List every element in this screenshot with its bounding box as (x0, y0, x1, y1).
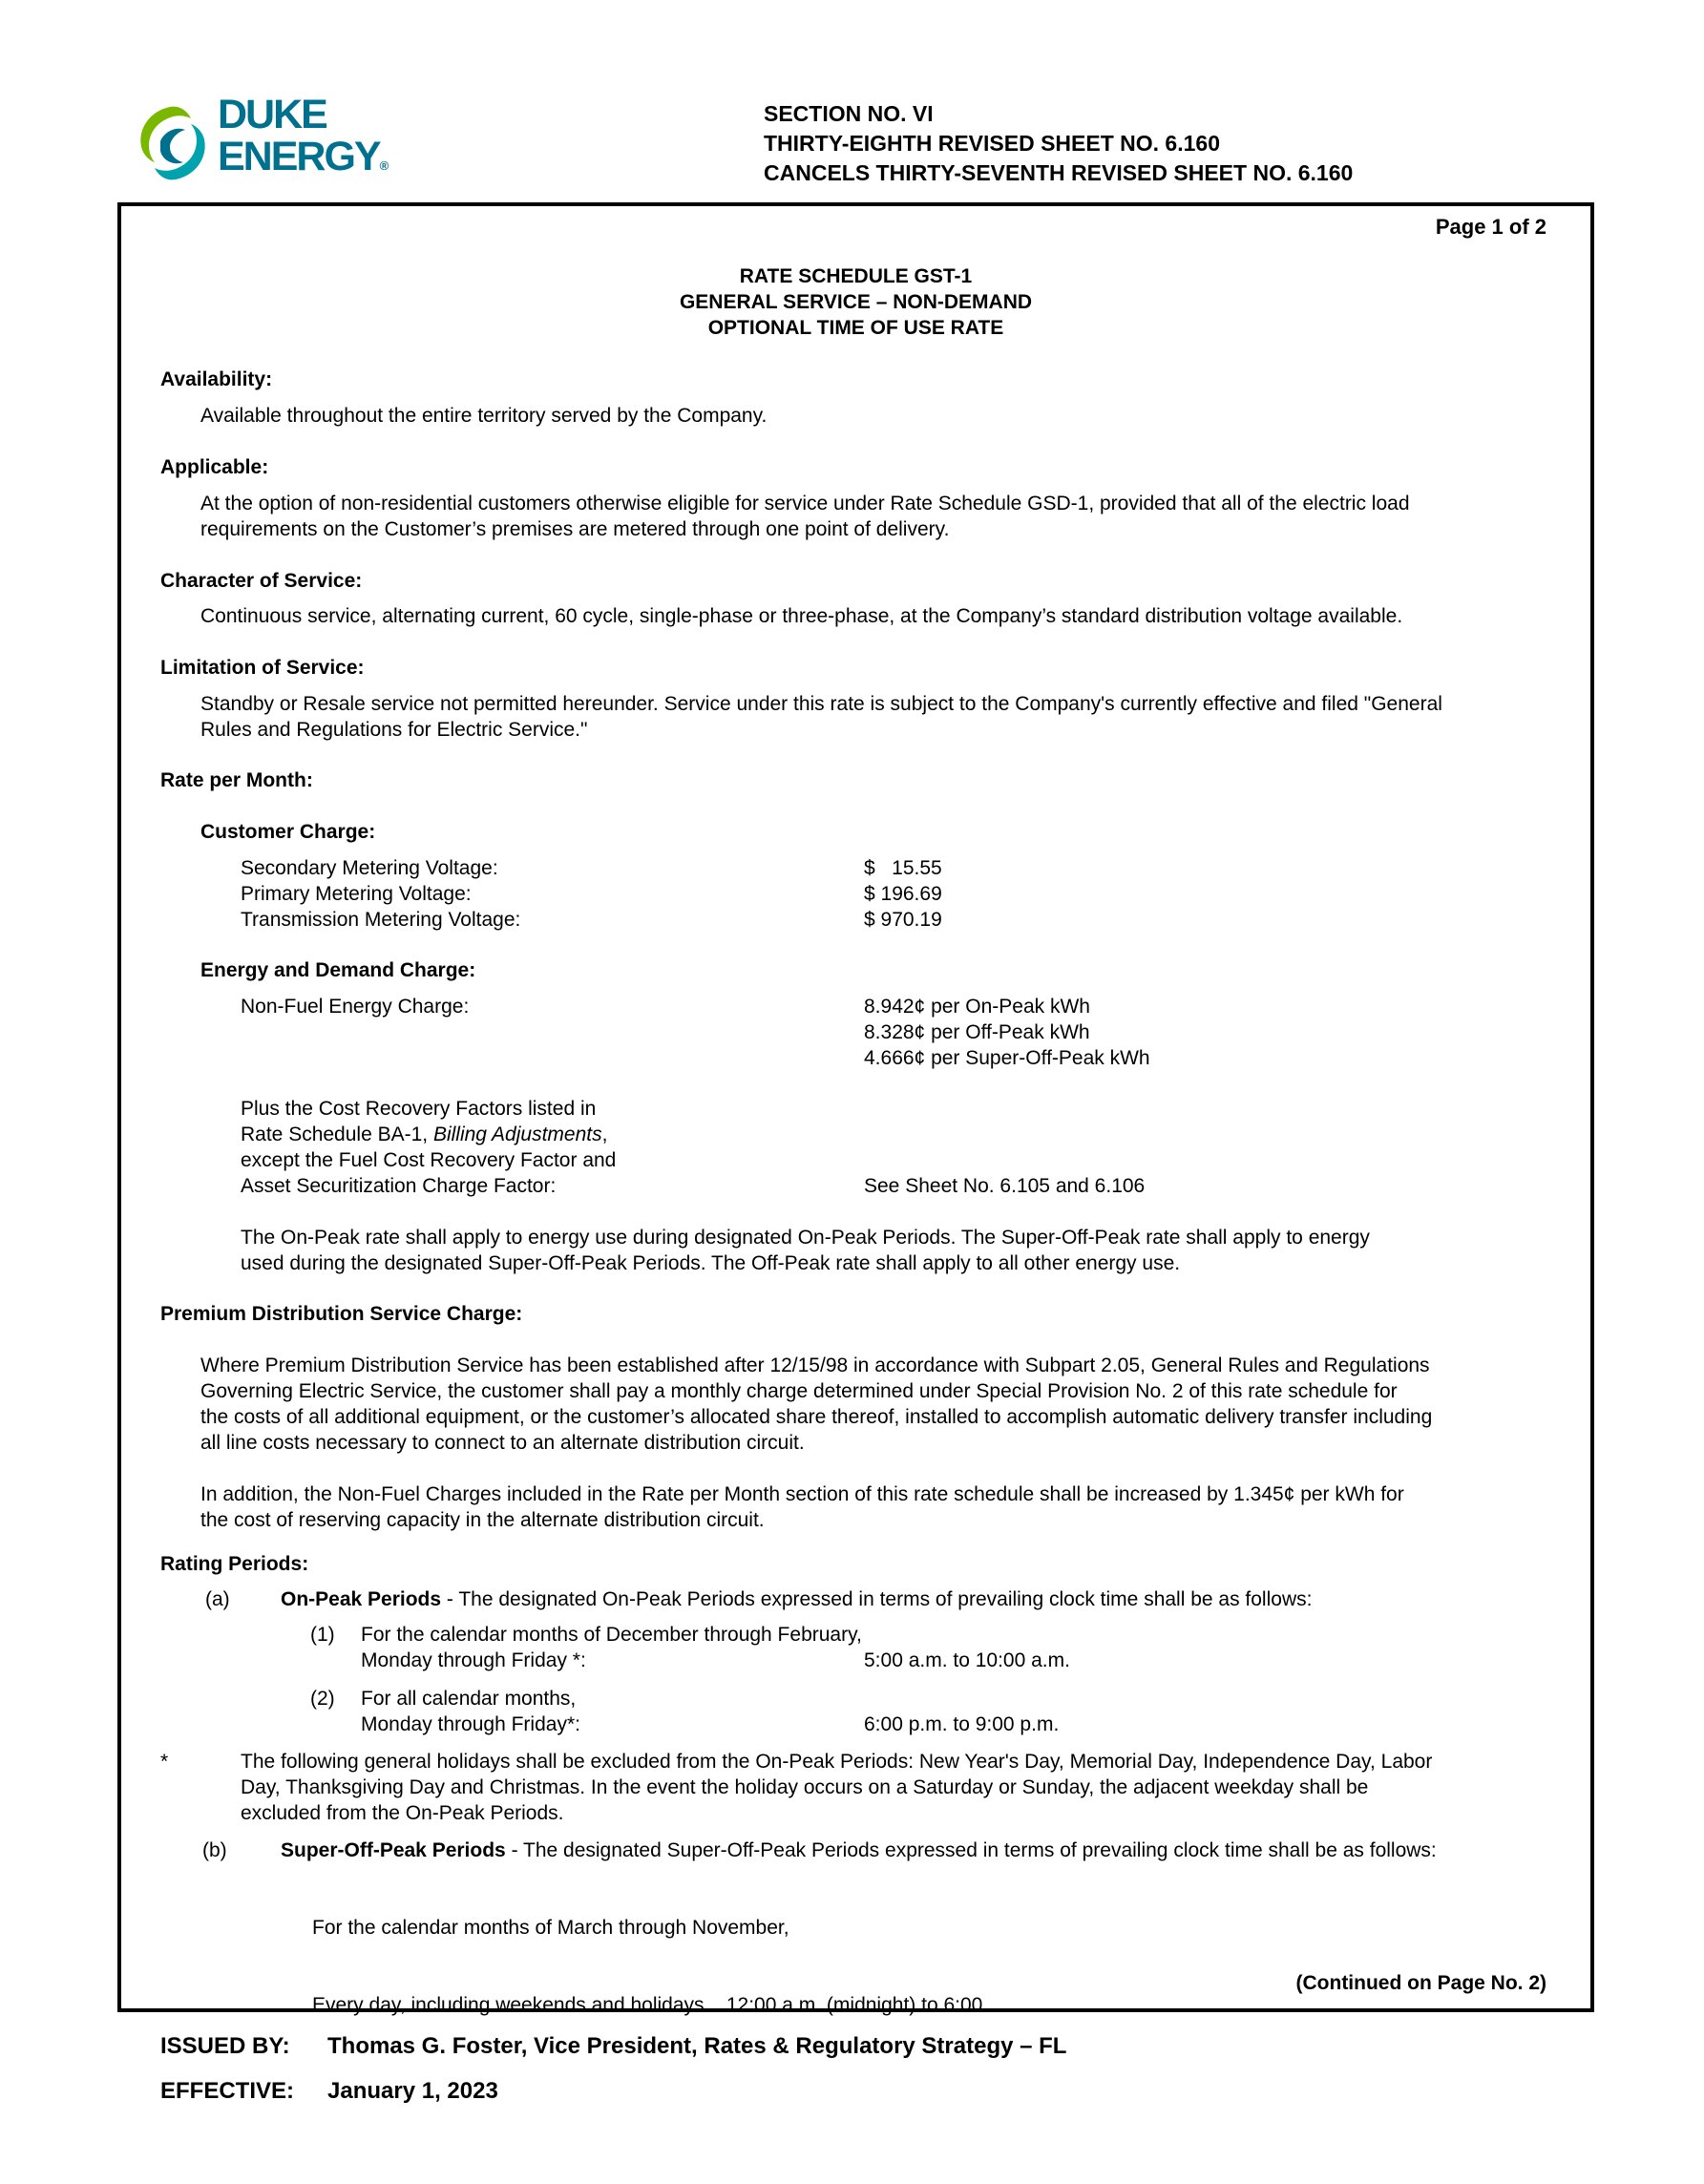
on-peak-periods-text: On-Peak Periods - The designated On-Peak Periods expressed in terms of prevailing clock time shall be as follows: (281, 1588, 1313, 1610)
duke-energy-logo (132, 94, 418, 189)
customer-charge-value: $ 15.55 (864, 857, 942, 879)
effective-date: EFFECTIVE: January 1, 2023 (160, 2078, 498, 2104)
cost-recovery-text: Plus the Cost Recovery Factors listed in Rate Schedule BA-1, Billing Adjustments, except the Fuel Cost Recovery Factor and Asset Securitization Charge Factor: (241, 1098, 617, 1197)
cost-recovery-value: See Sheet No. 6.105 and 6.106 (864, 1175, 1146, 1197)
sheet-header (764, 99, 1353, 188)
character-text: Continuous service, alternating current, 60 cycle, single-phase or three-phase, at the Company’s standard distribution voltage available. (200, 605, 1403, 627)
premium-heading: Premium Distribution Service Charge: (160, 1303, 523, 1325)
cancels-sheet: CANCELS THIRTY-SEVENTH REVISED SHEET NO. 6.160 (764, 160, 1354, 185)
limitation-heading: Limitation of Service: (160, 657, 365, 679)
energy-charge-heading: Energy and Demand Charge: (200, 959, 476, 981)
rate-application-note: The On-Peak rate shall apply to energy use during designated On-Peak Periods. The Super-Off-Peak rate shall apply to energy used during the designated Super-Off-Peak Periods. The Off-Peak rate shall apply to all other energy use. (241, 1227, 1370, 1274)
section-number: SECTION NO. VI (764, 101, 934, 126)
rating-b-marker: (b) (202, 1839, 227, 1861)
holiday-asterisk: * (160, 1751, 169, 1773)
energy-rate-value: 8.942¢ per On-Peak kWh (864, 996, 1090, 1018)
rating-a1-value: 5:00 a.m. to 10:00 a.m. (864, 1649, 1070, 1671)
issued-by: ISSUED BY: Thomas G. Foster, Vice President, Rates & Regulatory Strategy – FL (160, 2033, 1067, 2059)
applicable-text: At the option of non-residential customers otherwise eligible for service under Rate Schedule GSD-1, provided that all of the electric load requirements on the Customer’s premises are metered through one point of delivery. (200, 493, 1410, 540)
rating-a2-value: 6:00 p.m. to 9:00 p.m. (864, 1713, 1060, 1735)
applicable-heading: Applicable: (160, 456, 269, 478)
rating-a1-marker: (1) (310, 1624, 335, 1646)
super-off-peak-periods-text: Super-Off-Peak Periods - The designated Super-Off-Peak Periods expressed in terms of prevailing clock time shall be as follows: (281, 1839, 1437, 1861)
continued-note: (Continued on Page No. 2) (1295, 1972, 1546, 1994)
customer-charge-label: Primary Metering Voltage: (241, 883, 472, 905)
customer-charge-value: $ 970.19 (864, 909, 942, 931)
non-fuel-energy-label: Non-Fuel Energy Charge: (241, 996, 470, 1018)
customer-charge-label: Transmission Metering Voltage: (241, 909, 521, 931)
energy-rate-value: 4.666¢ per Super-Off-Peak kWh (864, 1047, 1150, 1069)
energy-rate-value: 8.328¢ per Off-Peak kWh (864, 1021, 1090, 1043)
rating-a-marker: (a) (205, 1588, 230, 1610)
customer-charge-label: Secondary Metering Voltage: (241, 857, 498, 879)
availability-heading: Availability: (160, 368, 273, 390)
rating-heading: Rating Periods: (160, 1553, 309, 1575)
super-off-peak-detail: For the calendar months of March through November, Every day, including weekends and holidays 12:00 a.m. (midnight) to 6:00 (312, 1917, 983, 2016)
limitation-text: Standby or Resale service not permitted hereunder. Service under this rate is subject to the Company's currently effective and filed "General Rules and Regulations for Electric Service." (200, 693, 1442, 741)
logo-mark-icon (132, 97, 214, 189)
logo-wordmark: DUKE ENERGY® (218, 92, 389, 179)
page-number: Page 1 of 2 (1435, 215, 1546, 239)
sheet-number: THIRTY-EIGHTH REVISED SHEET NO. 6.160 (764, 131, 1220, 156)
availability-text: Available throughout the entire territory served by the Company. (200, 405, 768, 427)
rating-a1-text: For the calendar months of December through February, Monday through Friday *: (361, 1624, 862, 1671)
rating-a2-text: For all calendar months, Monday through Friday*: (361, 1688, 580, 1735)
rate-heading: Rate per Month: (160, 769, 313, 791)
premium-paragraph-2: In addition, the Non-Fuel Charges included in the Rate per Month section of this rate schedule shall be increased by 1.345¢ per kWh for the cost of reserving capacity in the alternate distribution circuit. (200, 1483, 1404, 1531)
rate-schedule-title: RATE SCHEDULE GST-1 GENERAL SERVICE – NON-DEMAND OPTIONAL TIME OF USE RATE (679, 265, 1033, 339)
holiday-note: The following general holidays shall be excluded from the On-Peak Periods: New Year's Day, Memorial Day, Independence Day, Labor Day, Thanksgiving Day and Christmas. In the event the holiday occurs on a Saturday or Sunday, the adjacent weekday shall be excluded from the On-Peak Periods. (241, 1751, 1433, 1824)
character-heading: Character of Service: (160, 570, 363, 592)
rating-a2-marker: (2) (310, 1688, 335, 1710)
premium-paragraph-1: Where Premium Distribution Service has been established after 12/15/98 in accordance with Subpart 2.05, General Rules and Regulations Governing Electric Service, the customer shall pay a monthly charge determined under Special Provision No. 2 of this rate schedule for the costs of all additional equipment, or the customer’s allocated share thereof, installed to accomplish automatic delivery transfer including all line costs necessary to connect to an alternate distribution circuit. (200, 1354, 1433, 1454)
customer-charge-value: $ 196.69 (864, 883, 942, 905)
customer-charge-heading: Customer Charge: (200, 821, 376, 843)
